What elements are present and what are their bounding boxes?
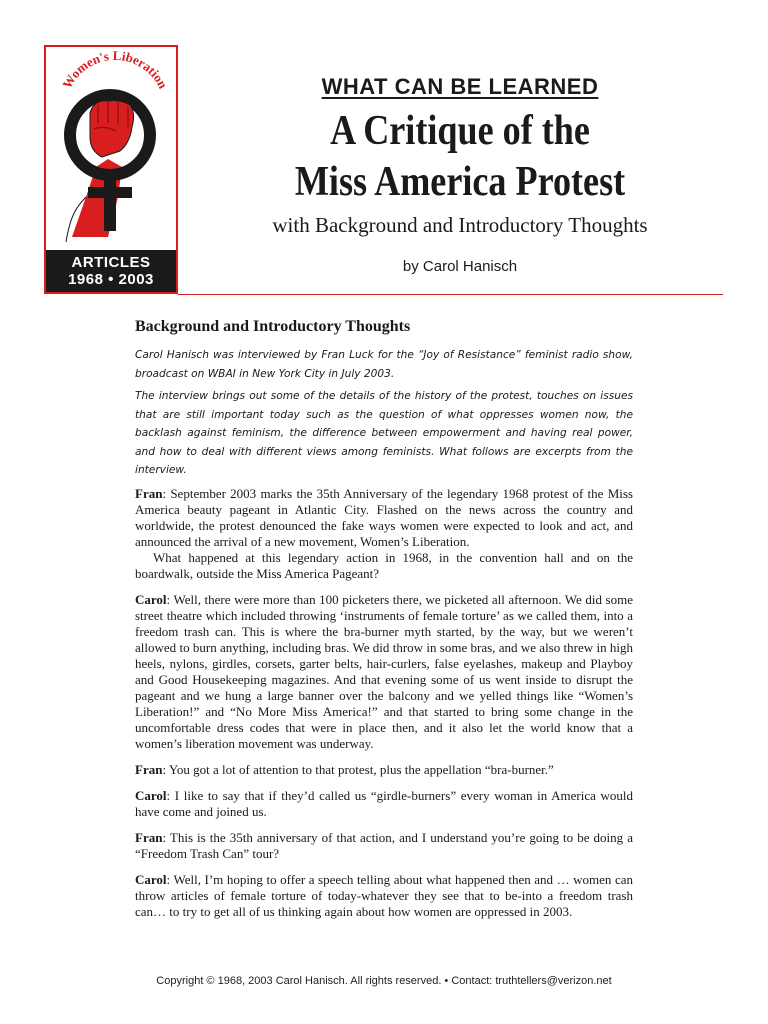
interview-paragraph <box>135 872 633 920</box>
paragraph-text: : You got a lot of attention to that protest, plus the appellation “bra-burner.” <box>162 762 554 777</box>
byline: by Carol Hanisch <box>402 258 518 275</box>
speaker-name: Fran <box>135 762 163 777</box>
interview-paragraph <box>135 550 633 582</box>
paragraph-text: : Well, there were more than 100 picketers there, we picketed all afternoon. We did some street theatre which included throwing ‘instruments of female torture’ as we called them, into a freedom trash can. This is where the bra-burner myth started, by the way, but we weren’t allowed to burn anything, including bras. We did throw in some bras, and we also threw in high heels, nylons, girdles, corsets, garter belts, hair-curlers, false eyelashes, makeup and Playboy and Good Housekeeping magazines. And that evening some of us went inside to disrupt the pageant and we hung a large banner over the balcony and we yelled things like “Women’s Liberation!” and “No More Miss America!” and that started to bring some change in the uncomfortable dress codes that were in place then, and it also let the world know that a women’s liberation movement was underway. <box>135 592 633 751</box>
interview-paragraph <box>135 486 633 550</box>
header-rule <box>178 294 723 295</box>
logo-arc-text: Women's Liberation <box>59 47 171 91</box>
kicker-heading: WHAT CAN BE LEARNED <box>321 74 599 99</box>
paragraph-text: : This is the 35th anniversary of that action, and I understand you’re going to be doing a “Freedom Trash Can” tour? <box>135 830 633 861</box>
raised-fist-venus-icon <box>46 47 176 253</box>
paragraph-text: : I like to say that if they’d called us “girdle-burners” every woman in America would have come and joined us. <box>135 788 633 819</box>
womens-liberation-logo <box>44 45 178 294</box>
interview-body <box>135 486 633 930</box>
footer-copyright: Copyright © 1968, 2003 Carol Hanisch. All rights reserved. • Contact: truthtellers@verizon.net <box>156 975 612 987</box>
logo-band-line1: ARTICLES <box>71 254 151 271</box>
logo-band-line2: 1968 • 2003 <box>68 271 154 288</box>
speaker-name: Fran <box>135 830 163 845</box>
title-line-2: Miss America Protest <box>294 159 626 205</box>
interview-paragraph <box>135 592 633 752</box>
intro-block <box>135 346 633 484</box>
interview-paragraph <box>135 830 633 862</box>
speaker-name: Carol <box>135 592 167 607</box>
page-title <box>236 106 683 208</box>
title-line-1: A Critique of the <box>330 108 590 154</box>
speaker-name: Carol <box>135 788 167 803</box>
speaker-name: Fran <box>135 486 163 501</box>
logo-band <box>46 250 176 292</box>
intro-paragraph-2: The interview brings out some of the details of the history of the protest, touches on issues that are still important today such as the question of what oppresses women now, the backlash against feminism, the difference between empowerment and having real power, and how to deal with different views among feminists. What follows are excerpts from the interview. <box>135 390 633 476</box>
paragraph-text: : Well, I’m hoping to offer a speech telling about what happened then and … women can throw articles of female torture of today-whatever they see that to be-into a freedom trash can… to try to get all of us thinking again about how women are oppressed in 2003. <box>135 872 633 919</box>
interview-paragraph <box>135 788 633 820</box>
paragraph-text: What happened at this legendary action in 1968, in the convention hall and on the boardwalk, outside the Miss America Pageant? <box>135 550 633 581</box>
interview-paragraph <box>135 762 633 778</box>
speaker-name: Carol <box>135 872 167 887</box>
section-heading: Background and Introductory Thoughts <box>135 318 411 335</box>
intro-paragraph-1: Carol Hanisch was interviewed by Fran Luck for the “Joy of Resistance” feminist radio show, broadcast on WBAI in New York City in July 2003. <box>135 349 633 380</box>
subtitle: with Background and Introductory Thoughts <box>272 213 648 237</box>
paragraph-text: : September 2003 marks the 35th Anniversary of the legendary 1968 protest of the Miss America beauty pageant in Atlantic City. Flashed on the news across the country and worldwide, the protest denounced the fake ways women were expected to look and act, and announced the arrival of a new movement, Women’s Liberation. <box>135 486 633 549</box>
